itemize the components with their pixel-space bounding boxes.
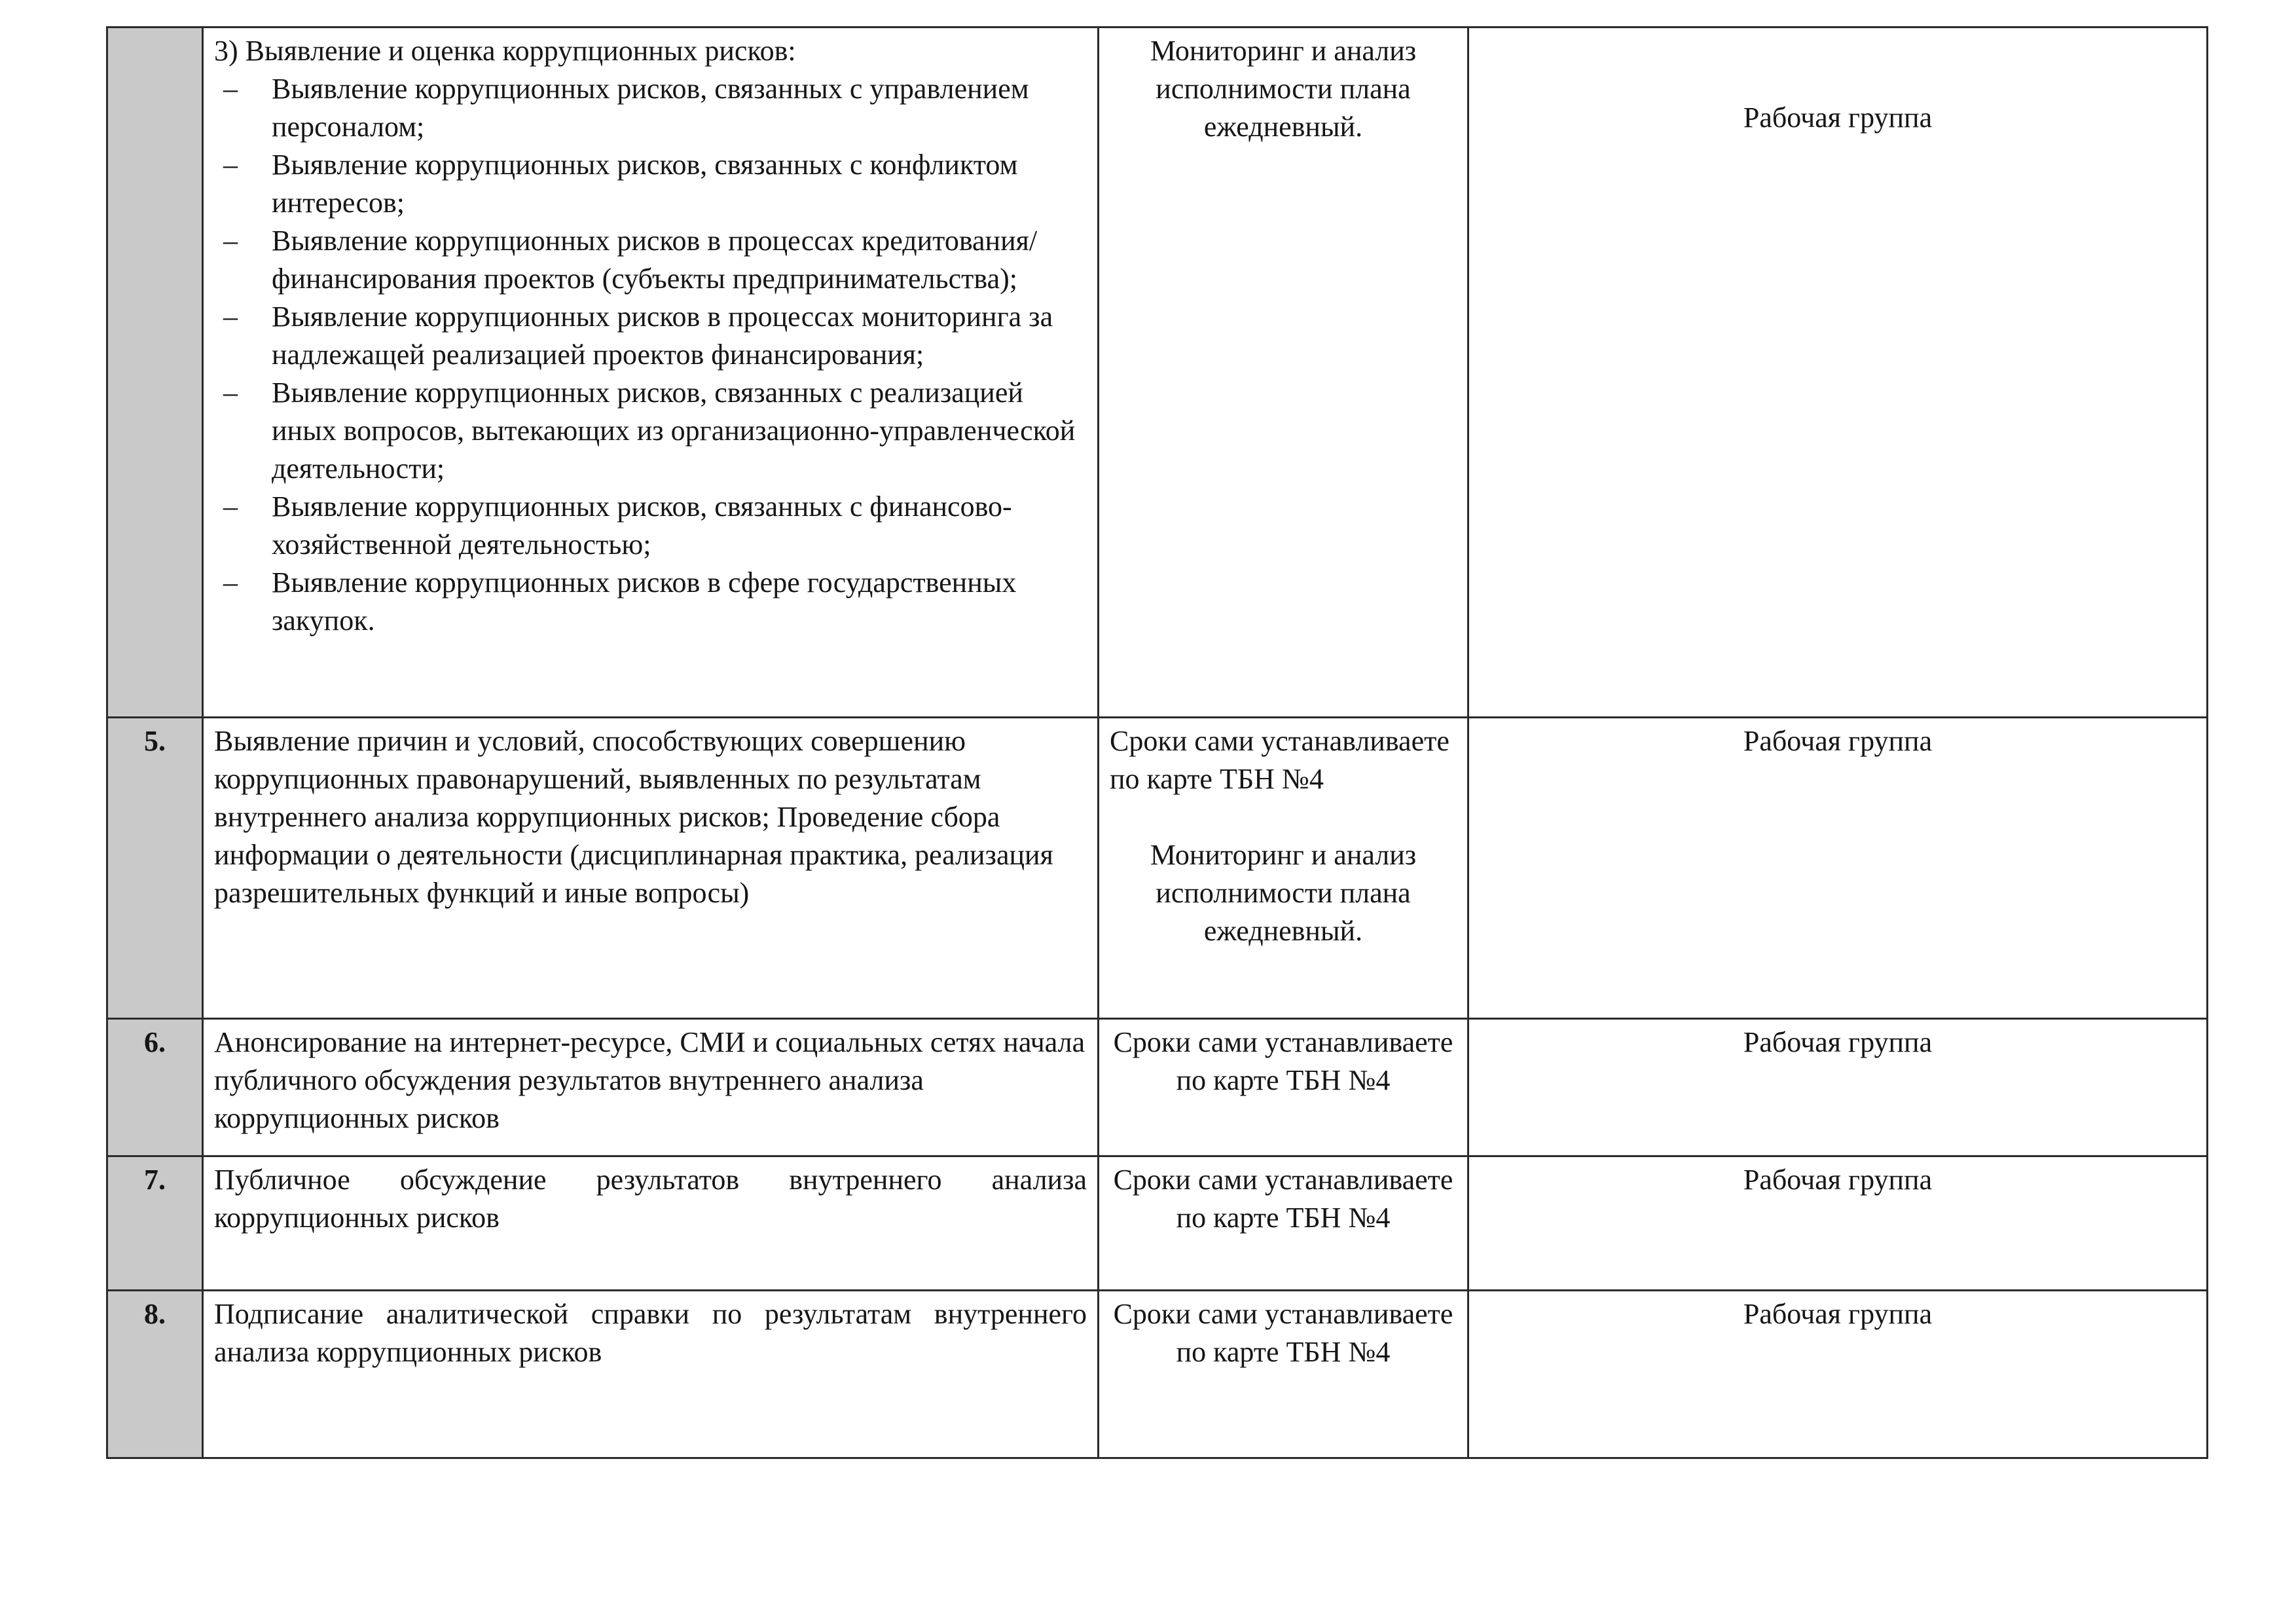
term-cell: Сроки сами устанавливаете по карте ТБН №4 — [1099, 1291, 1468, 1458]
responsible-cell: Рабочая группа — [1468, 718, 2208, 1019]
activity-heading: 3) Выявление и оценка коррупционных рисков: — [214, 35, 796, 67]
activity-cell — [203, 28, 1099, 718]
list-item-text: Выявление коррупционных рисков в сфере государственных закупок. — [272, 566, 1017, 637]
row-number-cell: 7. — [107, 1156, 203, 1291]
responsible-cell: Рабочая группа — [1468, 1019, 2208, 1156]
activity-cell: Выявление причин и условий, способствующих совершению коррупционных правонарушений, выявленных по результатам внутреннего анализа коррупционных рисков; Проведение сбора информации о деятельности (дисциплинарная практика, реализация разрешительных функций и иные вопросы) — [203, 718, 1099, 1019]
list-item — [223, 374, 1087, 488]
activity-cell: Анонсирование на интернет-ресурсе, СМИ и социальных сетях начала публичного обсуждения результатов внутреннего анализа коррупционных рисков — [203, 1019, 1099, 1156]
row-number-cell: 5. — [107, 718, 203, 1019]
list-item — [223, 222, 1087, 298]
list-item-text: Выявление коррупционных рисков, связанных с реализацией иных вопросов, вытекающих из организационно-управленческой деятельности; — [272, 377, 1076, 485]
list-item — [223, 564, 1087, 640]
table-row — [107, 28, 2208, 718]
dash-bullet: – — [223, 149, 238, 181]
table-row — [107, 1291, 2208, 1458]
responsible-cell: Рабочая группа — [1468, 1156, 2208, 1291]
list-item — [223, 70, 1087, 146]
dash-bullet: – — [223, 225, 238, 257]
row-number-cell: 6. — [107, 1019, 203, 1156]
list-item — [223, 298, 1087, 374]
list-item — [223, 488, 1087, 564]
activity-cell: Публичное обсуждение результатов внутреннего анализа коррупционных рисков — [203, 1156, 1099, 1291]
term-cell — [1099, 718, 1468, 1019]
responsible-cell: Рабочая группа — [1468, 1291, 2208, 1458]
responsible-cell: Рабочая группа — [1468, 28, 2208, 718]
dash-bullet: – — [223, 566, 238, 599]
list-item-text: Выявление коррупционных рисков, связанных с финансово-хозяйственной деятельностью; — [272, 490, 1012, 561]
dash-bullet: – — [223, 73, 238, 105]
list-item — [223, 146, 1087, 222]
activity-cell: Подписание аналитической справки по результатам внутреннего анализа коррупционных рисков — [203, 1291, 1099, 1458]
table-row — [107, 1019, 2208, 1156]
table-row — [107, 1156, 2208, 1291]
list-item-text: Выявление коррупционных рисков, связанных с конфликтом интересов; — [272, 149, 1018, 219]
row-number-cell — [107, 28, 203, 718]
term-cell: Мониторинг и анализ исполнимости плана ежедневный. — [1099, 28, 1468, 718]
anti-corruption-plan-table — [106, 26, 2208, 1459]
list-item-text: Выявление коррупционных рисков в процессах кредитования/финансирования проектов (субъекты предпринимательства); — [272, 225, 1038, 295]
table-row — [107, 718, 2208, 1019]
row-number-cell: 8. — [107, 1291, 203, 1458]
term-text: Сроки сами устанавливаете по карте ТБН №4 — [1110, 725, 1449, 795]
document-page — [106, 26, 2206, 1457]
dash-bullet: – — [223, 490, 238, 523]
dash-bullet: – — [223, 301, 238, 333]
risk-list — [214, 70, 1087, 640]
term-cell: Сроки сами устанавливаете по карте ТБН №4 — [1099, 1019, 1468, 1156]
term-note: Мониторинг и анализ исполнимости плана ежедневный. — [1150, 839, 1417, 947]
dash-bullet: – — [223, 377, 238, 409]
list-item-text: Выявление коррупционных рисков, связанных с управлением персоналом; — [272, 73, 1029, 143]
list-item-text: Выявление коррупционных рисков в процессах мониторинга за надлежащей реализацией проектов финансирования; — [272, 301, 1053, 371]
term-cell: Сроки сами устанавливаете по карте ТБН №4 — [1099, 1156, 1468, 1291]
